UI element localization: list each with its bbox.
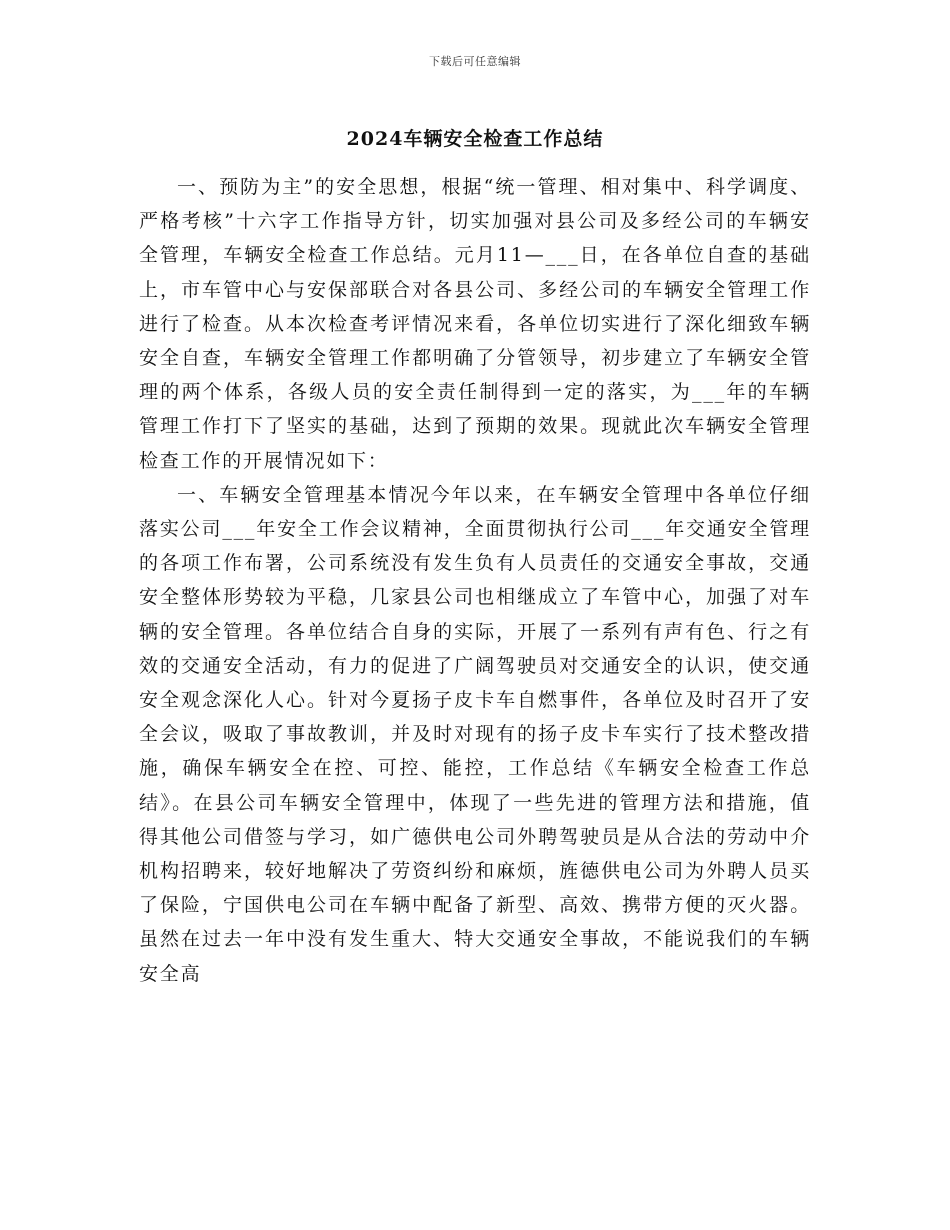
paragraph-2: 一、车辆安全管理基本情况今年以来，在车辆安全管理中各单位仔细落实公司___年安全工作会议精神，全面贯彻执行公司___年交通安全管理的各项工作布署，公司系统没有发生负有人员责任的交通安全事故，交通安全整体形势较为平稳，几家县公司也相继成立了车管中心，加强了对车辆的安全管理。各单位结合自身的实际，开展了一系列有声有色、行之有效的交通安全活动，有力的促进了广阔驾驶员对交通安全的认识，使交通安全观念深化人心。针对今夏扬子皮卡车自燃事件，各单位及时召开了安全会议，吸取了事故教训，并及时对现有的扬子皮卡车实行了技术整改措施，确保车辆安全在控、可控、能控，工作总结《车辆安全检查工作总结》。在县公司车辆安全管理中，体现了一些先进的管理方法和措施，值得其他公司借签与学习，如广德供电公司外聘驾驶员是从合法的劳动中介机构招聘来，较好地解决了劳资纠纷和麻烦，旌德供电公司为外聘人员买了保险，宁国供电公司在车辆中配备了新型、高效、携带方便的灭火器。虽然在过去一年中没有发生重大、特大交通安全事故，不能说我们的车辆安全高 bbox=[139, 483, 811, 985]
paragraph-1: 一、预防为主”的安全思想，根据“统一管理、相对集中、科学调度、严格考核”十六字工作指导方针，切实加强对县公司及多经公司的车辆安全管理，车辆安全检查工作总结。元月11—___日，在各单位自查的基础上，市车管中心与安保部联合对各县公司、多经公司的车辆安全管理工作进行了检查。从本次检查考评情况来看，各单位切实进行了深化细致车辆安全自查，车辆安全管理工作都明确了分管领导，初步建立了车辆安全管理的两个体系，各级人员的安全责任制得到一定的落实，为___年的车辆管理工作打下了坚实的基础，达到了预期的效果。现就此次车辆安全管理检查工作的开展情况如下： bbox=[139, 176, 811, 472]
document-title: 2024车辆安全检查工作总结 bbox=[346, 128, 604, 150]
page-header-note: 下载后可任意编辑 bbox=[429, 55, 521, 68]
document-body bbox=[139, 170, 811, 991]
